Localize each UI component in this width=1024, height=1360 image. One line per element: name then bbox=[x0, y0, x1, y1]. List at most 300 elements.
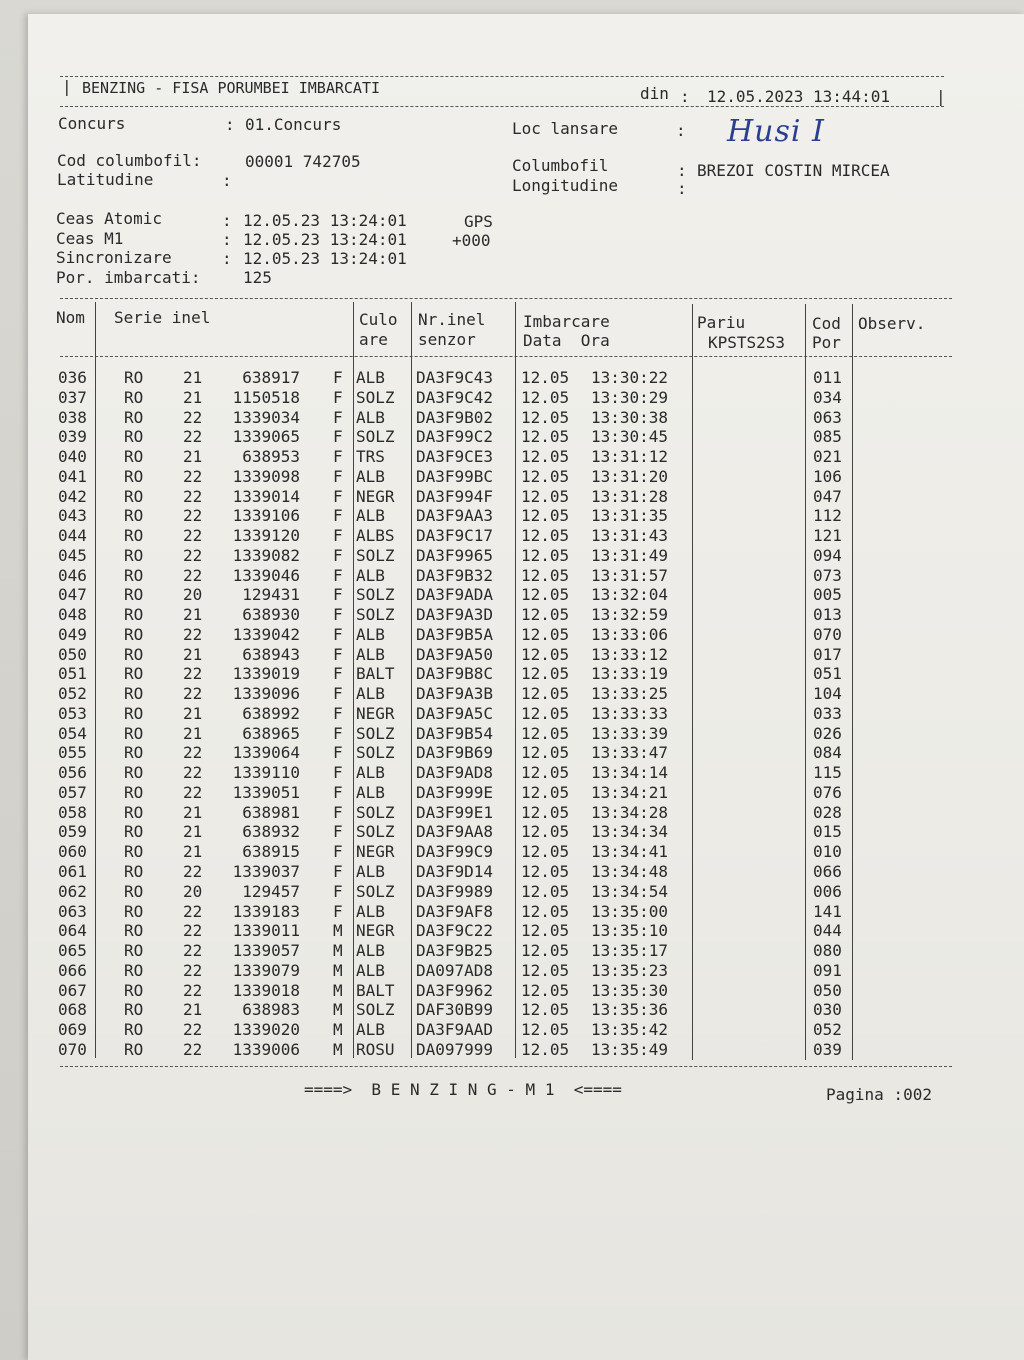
cell-cod-por: 084 bbox=[813, 743, 842, 763]
cell-sensor: DA3F99C2 bbox=[416, 427, 494, 447]
cell-color: ROSU bbox=[356, 1039, 395, 1059]
cell-time: 13:33:39 bbox=[591, 723, 669, 743]
cell-year: 21 bbox=[183, 368, 203, 387]
header-right-bar: | bbox=[936, 87, 946, 106]
table-row bbox=[0, 566, 1024, 586]
cell-sex: F bbox=[333, 486, 343, 506]
cell-ring: 1339006 bbox=[232, 1039, 300, 1059]
cell-ring: 1339019 bbox=[232, 664, 300, 684]
cell-sex: M bbox=[333, 921, 343, 941]
cell-date: 12.05 bbox=[521, 605, 570, 625]
cell-year: 22 bbox=[183, 684, 203, 704]
cell-time: 13:35:10 bbox=[591, 921, 669, 941]
cell-date: 12.05 bbox=[521, 921, 570, 941]
col-pariu-1: Pariu bbox=[697, 313, 746, 332]
cell-time: 13:32:59 bbox=[591, 605, 669, 625]
cell-ring: 1339106 bbox=[232, 506, 300, 526]
date-colon: : bbox=[680, 87, 690, 106]
col-imbarcare-2: Data Ora bbox=[523, 331, 610, 350]
cell-time: 13:30:22 bbox=[591, 368, 669, 387]
cell-sensor: DA3F9962 bbox=[416, 980, 494, 1000]
cell-sensor: DA3F9B69 bbox=[416, 743, 494, 763]
report-title: BENZING - FISA PORUMBEI IMBARCATI bbox=[82, 79, 381, 97]
cell-color: SOLZ bbox=[356, 881, 395, 901]
cell-country: RO bbox=[124, 1020, 144, 1040]
cell-sex: F bbox=[333, 822, 343, 842]
table-row bbox=[0, 664, 1024, 684]
cell-sex: M bbox=[333, 1039, 343, 1059]
ceas-m1-offset: +000 bbox=[452, 231, 491, 250]
cell-color: ALB bbox=[356, 368, 385, 387]
header-bottom-rule bbox=[60, 106, 944, 107]
cell-country: RO bbox=[124, 526, 144, 546]
cod-columbofil-label: Cod columbofil: bbox=[57, 151, 202, 170]
cell-ring: 638917 bbox=[242, 368, 300, 387]
cell-nom: 058 bbox=[58, 802, 87, 822]
cell-time: 13:35:23 bbox=[591, 960, 669, 980]
cell-date: 12.05 bbox=[521, 723, 570, 743]
sincronizare-colon: : bbox=[222, 249, 232, 268]
cell-sensor: DA3F9CE3 bbox=[416, 447, 494, 467]
table-row bbox=[0, 684, 1024, 704]
cell-color: NEGR bbox=[356, 842, 395, 862]
cell-year: 21 bbox=[183, 1000, 203, 1020]
cell-date: 12.05 bbox=[521, 1020, 570, 1040]
cell-time: 13:34:14 bbox=[591, 763, 669, 783]
cell-date: 12.05 bbox=[521, 782, 570, 802]
cell-cod-por: 033 bbox=[813, 703, 842, 723]
cell-ring: 129457 bbox=[242, 881, 300, 901]
cell-color: SOLZ bbox=[356, 802, 395, 822]
cell-country: RO bbox=[124, 980, 144, 1000]
cell-year: 22 bbox=[183, 1039, 203, 1059]
cell-sex: F bbox=[333, 466, 343, 486]
cell-ring: 638965 bbox=[242, 723, 300, 743]
cell-year: 21 bbox=[183, 822, 203, 842]
cell-color: ALB bbox=[356, 782, 385, 802]
cell-ring: 1339064 bbox=[232, 743, 300, 763]
cell-color: SOLZ bbox=[356, 605, 395, 625]
cell-ring: 1339011 bbox=[232, 921, 300, 941]
longitudine-colon: : bbox=[677, 179, 687, 198]
cell-ring: 1339057 bbox=[232, 941, 300, 961]
cell-year: 21 bbox=[183, 703, 203, 723]
cell-year: 21 bbox=[183, 723, 203, 743]
table-row bbox=[0, 467, 1024, 487]
cell-ring: 1339042 bbox=[232, 624, 300, 644]
cell-sensor: DA3F99BC bbox=[416, 466, 494, 486]
col-nrinel-1: Nr.inel bbox=[418, 310, 486, 329]
cell-color: NEGR bbox=[356, 703, 395, 723]
col-culoare-2: are bbox=[359, 330, 388, 349]
cell-country: RO bbox=[124, 664, 144, 684]
table-row bbox=[0, 704, 1024, 724]
cell-date: 12.05 bbox=[521, 387, 570, 407]
cell-country: RO bbox=[124, 901, 144, 921]
cell-year: 20 bbox=[183, 585, 203, 605]
table-row bbox=[0, 408, 1024, 428]
cell-color: ALBS bbox=[356, 526, 395, 546]
cell-country: RO bbox=[124, 427, 144, 447]
footer-page: Pagina :002 bbox=[826, 1085, 932, 1104]
cell-nom: 055 bbox=[58, 743, 87, 763]
cell-nom: 048 bbox=[58, 605, 87, 625]
sincronizare-label: Sincronizare bbox=[56, 248, 172, 267]
cell-sensor: DA3F99C9 bbox=[416, 842, 494, 862]
cell-sex: F bbox=[333, 901, 343, 921]
cell-sensor: DA3F9A3D bbox=[416, 605, 494, 625]
cell-date: 12.05 bbox=[521, 644, 570, 664]
cell-country: RO bbox=[124, 782, 144, 802]
cell-country: RO bbox=[124, 802, 144, 822]
cell-nom: 056 bbox=[58, 763, 87, 783]
cell-year: 22 bbox=[183, 545, 203, 565]
table-row bbox=[0, 1040, 1024, 1060]
cell-cod-por: 044 bbox=[813, 921, 842, 941]
col-serie-inel: Serie inel bbox=[114, 308, 211, 327]
col-culoare-1: Culo bbox=[359, 310, 398, 329]
table-row bbox=[0, 842, 1024, 862]
cell-country: RO bbox=[124, 368, 144, 387]
col-nrinel-2: senzor bbox=[418, 330, 476, 349]
cell-cod-por: 052 bbox=[813, 1020, 842, 1040]
cell-cod-por: 104 bbox=[813, 684, 842, 704]
cell-time: 13:31:20 bbox=[591, 466, 669, 486]
cell-color: SOLZ bbox=[356, 387, 395, 407]
cell-sex: F bbox=[333, 506, 343, 526]
cell-nom: 062 bbox=[58, 881, 87, 901]
cell-sensor: DA3F9B25 bbox=[416, 941, 494, 961]
cell-color: ALB bbox=[356, 407, 385, 427]
concurs-colon: : bbox=[225, 115, 235, 134]
cell-country: RO bbox=[124, 565, 144, 585]
cell-sensor: DA3F9A5C bbox=[416, 703, 494, 723]
cell-sex: M bbox=[333, 941, 343, 961]
cell-cod-por: 063 bbox=[813, 407, 842, 427]
cell-year: 22 bbox=[183, 743, 203, 763]
cell-sex: F bbox=[333, 407, 343, 427]
table-row bbox=[0, 803, 1024, 823]
cell-nom: 066 bbox=[58, 960, 87, 980]
cell-nom: 041 bbox=[58, 466, 87, 486]
cell-time: 13:31:28 bbox=[591, 486, 669, 506]
cell-date: 12.05 bbox=[521, 368, 570, 387]
cell-year: 21 bbox=[183, 802, 203, 822]
cell-sex: F bbox=[333, 526, 343, 546]
cell-country: RO bbox=[124, 506, 144, 526]
cell-sex: F bbox=[333, 703, 343, 723]
cell-color: BALT bbox=[356, 980, 395, 1000]
cell-year: 22 bbox=[183, 960, 203, 980]
cell-country: RO bbox=[124, 921, 144, 941]
cell-ring: 129431 bbox=[242, 585, 300, 605]
cell-date: 12.05 bbox=[521, 664, 570, 684]
cell-nom: 059 bbox=[58, 822, 87, 842]
cell-time: 13:34:54 bbox=[591, 881, 669, 901]
table-row bbox=[0, 961, 1024, 981]
cell-year: 22 bbox=[183, 980, 203, 1000]
cell-cod-por: 106 bbox=[813, 466, 842, 486]
cell-time: 13:35:00 bbox=[591, 901, 669, 921]
cell-color: ALB bbox=[356, 862, 385, 881]
cell-ring: 1339037 bbox=[232, 862, 300, 881]
cell-nom: 063 bbox=[58, 901, 87, 921]
cell-cod-por: 094 bbox=[813, 545, 842, 565]
cell-ring: 1339018 bbox=[232, 980, 300, 1000]
cell-year: 22 bbox=[183, 506, 203, 526]
table-row bbox=[0, 1020, 1024, 1040]
cell-time: 13:30:45 bbox=[591, 427, 669, 447]
table-row bbox=[0, 585, 1024, 605]
imbarcati-value: 125 bbox=[243, 268, 272, 287]
cell-ring: 1339096 bbox=[232, 684, 300, 704]
cell-date: 12.05 bbox=[521, 427, 570, 447]
table-bottom-rule bbox=[60, 1066, 952, 1067]
cell-country: RO bbox=[124, 684, 144, 704]
cell-color: ALB bbox=[356, 644, 385, 664]
cell-time: 13:30:38 bbox=[591, 407, 669, 427]
loc-lansare-handwritten: Husi I bbox=[727, 114, 825, 149]
cod-columbofil-value: 00001 742705 bbox=[245, 152, 361, 171]
table-row bbox=[0, 921, 1024, 941]
table-row bbox=[0, 645, 1024, 665]
cell-time: 13:31:43 bbox=[591, 526, 669, 546]
cell-country: RO bbox=[124, 545, 144, 565]
cell-cod-por: 115 bbox=[813, 763, 842, 783]
cell-time: 13:32:04 bbox=[591, 585, 669, 605]
cell-country: RO bbox=[124, 624, 144, 644]
table-row bbox=[0, 941, 1024, 961]
cell-nom: 053 bbox=[58, 703, 87, 723]
cell-cod-por: 076 bbox=[813, 782, 842, 802]
cell-ring: 1339082 bbox=[232, 545, 300, 565]
cell-cod-por: 141 bbox=[813, 901, 842, 921]
cell-country: RO bbox=[124, 743, 144, 763]
cell-time: 13:31:49 bbox=[591, 545, 669, 565]
cell-sensor: DAF30B99 bbox=[416, 1000, 494, 1020]
cell-color: ALB bbox=[356, 763, 385, 783]
cell-country: RO bbox=[124, 842, 144, 862]
cell-sex: F bbox=[333, 447, 343, 467]
cell-time: 13:33:06 bbox=[591, 624, 669, 644]
cell-color: ALB bbox=[356, 506, 385, 526]
cell-sex: F bbox=[333, 585, 343, 605]
cell-date: 12.05 bbox=[521, 802, 570, 822]
table-row bbox=[0, 822, 1024, 842]
cell-color: ALB bbox=[356, 684, 385, 704]
cell-ring: 1339110 bbox=[232, 763, 300, 783]
cell-nom: 052 bbox=[58, 684, 87, 704]
cell-sex: F bbox=[333, 387, 343, 407]
cell-ring: 1339120 bbox=[232, 526, 300, 546]
cell-color: SOLZ bbox=[356, 545, 395, 565]
cell-sensor: DA3F9B54 bbox=[416, 723, 494, 743]
table-row bbox=[0, 882, 1024, 902]
cell-cod-por: 017 bbox=[813, 644, 842, 664]
cell-cod-por: 021 bbox=[813, 447, 842, 467]
cell-country: RO bbox=[124, 822, 144, 842]
cell-time: 13:33:12 bbox=[591, 644, 669, 664]
table-row bbox=[0, 1000, 1024, 1020]
cell-date: 12.05 bbox=[521, 763, 570, 783]
cell-nom: 037 bbox=[58, 387, 87, 407]
cell-color: ALB bbox=[356, 565, 385, 585]
cell-year: 22 bbox=[183, 921, 203, 941]
cell-sensor: DA3F9A3B bbox=[416, 684, 494, 704]
cell-sensor: DA3F9AA8 bbox=[416, 822, 494, 842]
cell-cod-por: 011 bbox=[813, 368, 842, 387]
cell-time: 13:33:33 bbox=[591, 703, 669, 723]
cell-time: 13:34:48 bbox=[591, 862, 669, 881]
cell-year: 22 bbox=[183, 901, 203, 921]
cell-time: 13:34:28 bbox=[591, 802, 669, 822]
cell-ring: 638930 bbox=[242, 605, 300, 625]
cell-time: 13:34:41 bbox=[591, 842, 669, 862]
cell-time: 13:33:25 bbox=[591, 684, 669, 704]
cell-year: 22 bbox=[183, 466, 203, 486]
cell-color: ALB bbox=[356, 901, 385, 921]
cell-nom: 047 bbox=[58, 585, 87, 605]
cell-color: SOLZ bbox=[356, 723, 395, 743]
cell-sex: M bbox=[333, 960, 343, 980]
table-row bbox=[0, 605, 1024, 625]
cell-country: RO bbox=[124, 862, 144, 881]
ceas-m1-value: 12.05.23 13:24:01 bbox=[243, 230, 407, 249]
cell-color: NEGR bbox=[356, 486, 395, 506]
cell-nom: 050 bbox=[58, 644, 87, 664]
cell-country: RO bbox=[124, 644, 144, 664]
cell-date: 12.05 bbox=[521, 506, 570, 526]
cell-time: 13:31:35 bbox=[591, 506, 669, 526]
cell-sensor: DA3F9ADA bbox=[416, 585, 494, 605]
cell-sensor: DA3F994F bbox=[416, 486, 494, 506]
cell-country: RO bbox=[124, 941, 144, 961]
table-header-rule bbox=[60, 356, 952, 357]
cell-country: RO bbox=[124, 585, 144, 605]
cell-cod-por: 091 bbox=[813, 960, 842, 980]
cell-sensor: DA3F999E bbox=[416, 782, 494, 802]
cell-ring: 1339079 bbox=[232, 960, 300, 980]
cell-sensor: DA3F9B5A bbox=[416, 624, 494, 644]
cell-color: ALB bbox=[356, 466, 385, 486]
cell-date: 12.05 bbox=[521, 1039, 570, 1059]
concurs-value: 01.Concurs bbox=[245, 115, 342, 134]
cell-ring: 638981 bbox=[242, 802, 300, 822]
cell-nom: 039 bbox=[58, 427, 87, 447]
cell-ring: 1150518 bbox=[232, 387, 300, 407]
cell-nom: 057 bbox=[58, 782, 87, 802]
cell-color: SOLZ bbox=[356, 427, 395, 447]
cell-sex: F bbox=[333, 881, 343, 901]
cell-date: 12.05 bbox=[521, 407, 570, 427]
cell-country: RO bbox=[124, 723, 144, 743]
cell-sensor: DA3F9965 bbox=[416, 545, 494, 565]
cell-sensor: DA3F9D14 bbox=[416, 862, 494, 881]
cell-sex: F bbox=[333, 723, 343, 743]
cell-time: 13:35:42 bbox=[591, 1020, 669, 1040]
cell-country: RO bbox=[124, 960, 144, 980]
cell-ring: 1339014 bbox=[232, 486, 300, 506]
cell-sensor: DA3F9B02 bbox=[416, 407, 494, 427]
cell-date: 12.05 bbox=[521, 941, 570, 961]
ceas-atomic-label: Ceas Atomic bbox=[56, 209, 162, 228]
cell-sex: F bbox=[333, 664, 343, 684]
cell-time: 13:31:12 bbox=[591, 447, 669, 467]
cell-date: 12.05 bbox=[521, 447, 570, 467]
cell-year: 21 bbox=[183, 387, 203, 407]
cell-cod-por: 073 bbox=[813, 565, 842, 585]
latitudine-label: Latitudine bbox=[57, 170, 154, 189]
cell-cod-por: 039 bbox=[813, 1039, 842, 1059]
cell-year: 22 bbox=[183, 782, 203, 802]
cell-nom: 036 bbox=[58, 368, 87, 387]
cell-date: 12.05 bbox=[521, 743, 570, 763]
cell-ring: 1339183 bbox=[232, 901, 300, 921]
cell-nom: 064 bbox=[58, 921, 87, 941]
table-row bbox=[0, 526, 1024, 546]
cell-ring: 1339034 bbox=[232, 407, 300, 427]
cell-nom: 068 bbox=[58, 1000, 87, 1020]
columbofil-label: Columbofil bbox=[512, 156, 609, 175]
cell-date: 12.05 bbox=[521, 565, 570, 585]
cell-sensor: DA3F9AA3 bbox=[416, 506, 494, 526]
cell-time: 13:35:49 bbox=[591, 1039, 669, 1059]
sincronizare-value: 12.05.23 13:24:01 bbox=[243, 249, 407, 268]
cell-sex: F bbox=[333, 565, 343, 585]
header-top-rule bbox=[60, 76, 944, 77]
cell-sex: F bbox=[333, 763, 343, 783]
latitudine-colon: : bbox=[222, 171, 232, 190]
cell-nom: 046 bbox=[58, 565, 87, 585]
col-observ: Observ. bbox=[858, 314, 926, 333]
cell-cod-por: 013 bbox=[813, 605, 842, 625]
cell-ring: 1339046 bbox=[232, 565, 300, 585]
ceas-m1-colon: : bbox=[222, 230, 232, 249]
cell-nom: 051 bbox=[58, 664, 87, 684]
cell-cod-por: 047 bbox=[813, 486, 842, 506]
cell-year: 22 bbox=[183, 407, 203, 427]
loc-lansare-label: Loc lansare bbox=[512, 119, 618, 138]
cell-cod-por: 030 bbox=[813, 1000, 842, 1020]
table-row bbox=[0, 388, 1024, 408]
cell-year: 22 bbox=[183, 941, 203, 961]
table-row bbox=[0, 862, 1024, 882]
cell-cod-por: 066 bbox=[813, 862, 842, 881]
date-label: din bbox=[640, 84, 669, 103]
cell-color: ALB bbox=[356, 941, 385, 961]
cell-country: RO bbox=[124, 703, 144, 723]
cell-cod-por: 026 bbox=[813, 723, 842, 743]
cell-year: 21 bbox=[183, 447, 203, 467]
table-row bbox=[0, 625, 1024, 645]
cell-sensor: DA3F9B8C bbox=[416, 664, 494, 684]
cell-cod-por: 010 bbox=[813, 842, 842, 862]
cell-ring: 1339020 bbox=[232, 1020, 300, 1040]
table-row bbox=[0, 368, 1024, 388]
cell-time: 13:33:19 bbox=[591, 664, 669, 684]
table-row bbox=[0, 902, 1024, 922]
cell-ring: 1339098 bbox=[232, 466, 300, 486]
cell-nom: 043 bbox=[58, 506, 87, 526]
cell-sex: F bbox=[333, 684, 343, 704]
table-row bbox=[0, 763, 1024, 783]
table-row bbox=[0, 506, 1024, 526]
cell-color: ALB bbox=[356, 1020, 385, 1040]
table-row bbox=[0, 487, 1024, 507]
cell-cod-por: 034 bbox=[813, 387, 842, 407]
cell-time: 13:35:30 bbox=[591, 980, 669, 1000]
cell-color: SOLZ bbox=[356, 822, 395, 842]
